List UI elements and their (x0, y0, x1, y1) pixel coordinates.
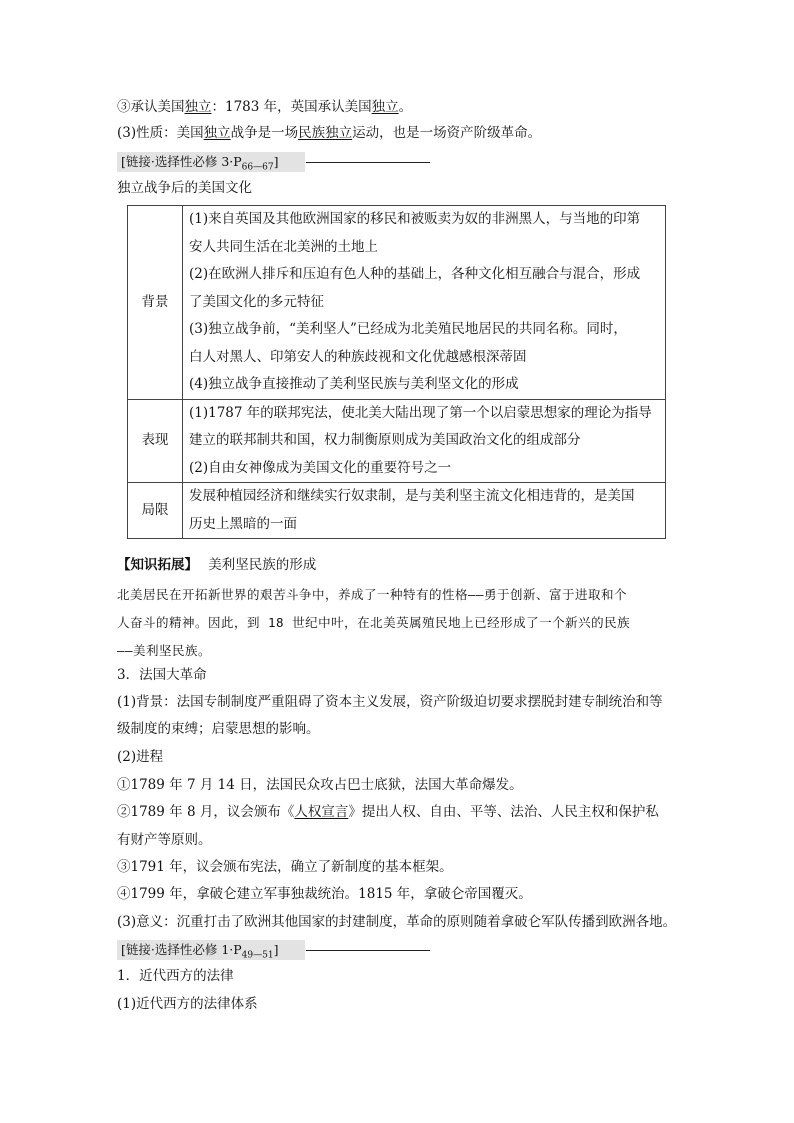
row-label-manifestation: 表现 (128, 399, 183, 483)
row-body-manifestation: (1)1787 年的联邦宪法，使北美大陆出现了第一个以启蒙思想家的理论为指导 建立的联邦制共和国，权力制衡原则成为美国政治文化的组成部分 (2)自由女神像成为美国文化的重要符号之一 (183, 399, 666, 483)
table-row (128, 206, 666, 400)
nature-line: (3)性质：美国独立战争是一场民族独立运动，也是一场资产阶级革命。 (117, 125, 542, 141)
link-divider-2 (306, 950, 430, 951)
row-body-background: (1)来自英国及其他欧洲国家的移民和被贩卖为奴的非洲黑人，与当地的印第 安人共同生活在北美洲的土地上 (2)在欧洲人排斥和压迫有色人种的基础上，各种文化相互融合与混合，形成 了美国文化的多元特征 (3)独立战争前，“美利坚人”已经成为北美殖民地居民的共同名称。同时， 白人对黑人、印第安人的种族歧视和文化优越感根深蒂固 (4)独立战争直接推动了美利坚民族与美利坚文化的形成 (183, 206, 666, 400)
process-item-2: ②1789 年 8 月，议会颁布《人权宣言》提出人权、自由、平等、法治、人民主权和保护私 (117, 804, 659, 820)
table-row (128, 483, 666, 539)
culture-title: 独立战争后的美国文化 (117, 180, 252, 196)
extension-heading: 【知识拓展】 美利坚民族的形成 (117, 557, 317, 573)
process-item-4: ④1799 年，拿破仑建立军事独裁统治。1815 年，拿破仑帝国覆灭。 (117, 886, 532, 902)
process-item-2-cont: 有财产等原则。 (117, 832, 212, 848)
background-line-1: (1)背景：法国专制制度严重阻碍了资本主义发展，资产阶级迫切要求摆脱封建专制统治和等 (117, 694, 663, 710)
link-reference-1[interactable]: [链接·选择性必修 $3\cdot P_{66—67}$] (117, 152, 305, 172)
process-item-1: ①1789 年 7 月 14 日，法国民众攻占巴士底狱，法国大革命爆发。 (117, 777, 523, 793)
french-revolution-heading: 3．法国大革命 (117, 667, 207, 683)
item-3-recognition: ③承认美国独立：1783 年，英国承认美国独立。 (117, 99, 413, 115)
significance-line: (3)意义：沉重打击了欧洲其他国家的封建制度，革命的原则随着拿破仑军队传播到欧洲各地。 (117, 914, 677, 930)
table-row (128, 399, 666, 483)
process-item-3: ③1791 年，议会颁布宪法，确立了新制度的基本框架。 (117, 859, 453, 875)
row-body-limitation: 发展种植园经济和继续实行奴隶制，是与美利坚主流文化相违背的，是美国 历史上黑暗的一面 (183, 483, 666, 539)
row-label-limitation: 局限 (128, 483, 183, 539)
background-line-2: 级制度的束缚；启蒙思想的影响。 (117, 721, 320, 737)
link-reference-2[interactable]: [链接·选择性必修 $1\cdot P_{49—51}$] (117, 940, 305, 960)
law-subheading: (1)近代西方的法律体系 (117, 996, 258, 1012)
link-divider-1 (306, 162, 430, 163)
row-label-background: 背景 (128, 206, 183, 400)
process-heading: (2)进程 (117, 749, 164, 765)
law-heading: 1．近代西方的法律 (117, 968, 234, 984)
culture-table (127, 205, 666, 539)
extension-body: 北美居民在开拓新世界的艰苦斗争中，养成了一种特有的性格——勇于创新、富于进取和个 人奋斗的精神。因此，到 18 世纪中叶，在北美英属殖民地上已经形成了一个新兴的民族 ——美利坚民族。 (117, 587, 631, 658)
